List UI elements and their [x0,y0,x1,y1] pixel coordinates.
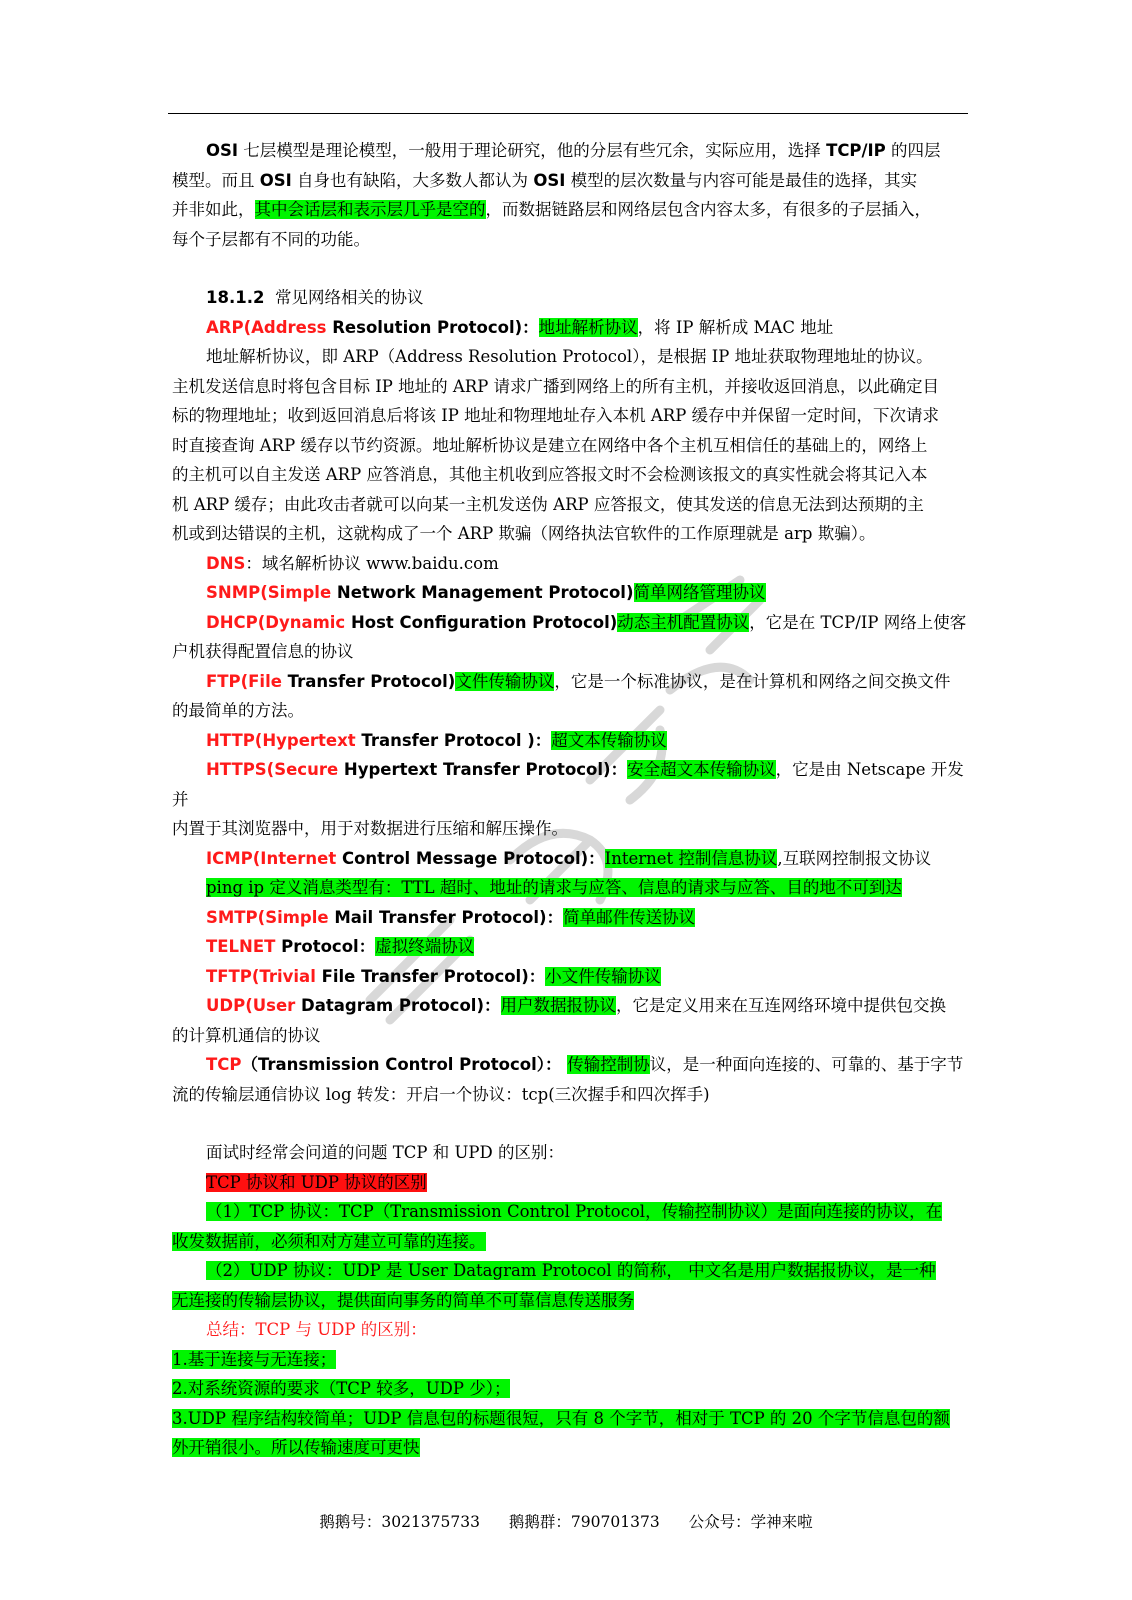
protocol-udp: UDP(User Datagram Protocol)：用户数据报协议，它是定义用来在互连网络环境中提供包交换 [206,996,946,1015]
page-footer [0,1510,1132,1532]
protocol-smtp: SMTP(Simple Mail Transfer Protocol)：简单邮件传送协议 [206,907,696,927]
footer-group: 鹅鹅群：790701373 [508,1513,660,1531]
arp-description: 地址解析协议，即 ARP（Address Resolution Protocol），是根据 IP 地址获取物理地址的协议。 主机发送信息时将包含目标 IP 地址的 ARP 请求广播到网络上的所有主机，并接收返回消息，以此确定目 标的物理地址；收到返回消息后将该 IP 地址和物理地址存入本机 ARP 缓存中并保留一定时间，下次请求 时直接查询 ARP 缓存以节约资源。地址解析协议是建立在网络中各个主机互相信任的基础上的，网络上 的主机可以自主发送 ARP 应答消息，其他主机收到应答报文时不会检测该报文的真实性就会将其记入本 机 ARP 缓存；由此攻击者就可以向某一主机发送伪 ARP 应答报文，使其发送的信息无法到达预期的主 机或到达错误的主机，这就构成了一个 ARP 欺骗（网络执法官软件的工作原理就是 arp 欺骗）。 [172,347,940,543]
protocol-icmp: ICMP(Internet Control Message Protocol)：Internet 控制信息协议,互联网控制报文协议 [206,848,932,868]
summary-heading: 总结：TCP 与 UDP 的区别： [206,1320,427,1339]
tcp-definition: （1）TCP 协议：TCP（Transmission Control Protocol，传输控制协议）是面向连接的协议，在 收发数据前，必须和对方建立可靠的连接。 [172,1202,943,1251]
dhcp-continued: 户机获得配置信息的协议 [172,642,354,661]
summary-item-2: 2.对系统资源的要求（TCP 较多，UDP 少）； [172,1379,511,1398]
protocol-snmp: SNMP(Simple Network Management Protocol)简单网络管理协议 [206,583,766,602]
highlight: 其中会话层和表示层几乎是空的 [254,200,486,219]
protocol-telnet: TELNET Protocol：虚拟终端协议 [206,937,475,956]
ftp-continued: 的最简单的方法。 [172,701,304,720]
intro-paragraph: OSI 七层模型是理论模型，一般用于理论研究，他的分层有些冗余，实际应用，选择 TCP/IP 的四层 模型。而且 OSI 自身也有缺陷，大多数人都认为 OSI 模型的层次数量与内容可能是最佳的选择，其实 并非如此，其中会话层和表示层几乎是空的，而数据链路层和网络层包含内容太多，有很多的子层插入， 每个子层都有不同的功能。 [172,141,941,249]
section-heading: 18.1.2 常见网络相关的协议 [206,288,424,307]
tcp-continued: 流的传输层通信协议 log 转发：开启一个协议：tcp(三次握手和四次挥手) [172,1084,710,1104]
document-body [172,136,980,1463]
interview-question: 面试时经常会问道的问题 TCP 和 UPD 的区别： [206,1143,564,1162]
summary-item-1: 1.基于连接与无连接； [172,1349,337,1369]
footer-qq: 鹅鹅号：3021375733 [319,1513,480,1531]
protocol-tcp: TCP（Transmission Control Protocol）： 传输控制协议，是一种面向连接的、可靠的、基于字节 [206,1055,964,1074]
header-rule [168,113,968,114]
summary-item-3: 3.UDP 程序结构较简单；UDP 信息包的标题很短，只有 8 个字节，相对于 TCP 的 20 个字节信息包的额 外开销很小。所以传输速度可更快 [172,1408,950,1457]
icmp-ping: ping ip 定义消息类型有：TTL 超时、地址的请求与应答、信息的请求与应答、目的地不可到达 [206,878,902,897]
protocol-tftp: TFTP(Trivial File Transfer Protocol)：小文件传输协议 [206,966,661,986]
footer-wechat: 公众号：学神来啦 [688,1513,813,1531]
protocol-ftp: FTP(File Transfer Protocol)文件传输协议，它是一个标准协议，是在计算机和网络之间交换文件 [206,671,951,691]
protocol-dhcp: DHCP(Dynamic Host Configuration Protocol)动态主机配置协议，它是在 TCP/IP 网络上使客 [206,612,967,632]
udp-definition: （2）UDP 协议：UDP 是 User Datagram Protocol 的简称， 中文名是用户数据报协议，是一种 无连接的传输层协议，提供面向事务的简单不可靠信息传送服务 [172,1261,936,1310]
udp-continued: 的计算机通信的协议 [172,1025,321,1045]
https-continued: 内置于其浏览器中，用于对数据进行压缩和解压操作。 [172,819,568,838]
protocol-dns: DNS：域名解析协议 www.baidu.com [206,553,499,573]
protocol-http: HTTP(Hypertext Transfer Protocol )：超文本传输协议 [206,730,667,750]
protocol-https: HTTPS(Secure Hypertext Transfer Protocol)：安全超文本传输协议，它是由 Netscape 开发并 [172,760,964,809]
comparison-heading: TCP 协议和 UDP 协议的区别 [206,1172,427,1192]
protocol-arp: ARP(Address Resolution Protocol)：地址解析协议，将 IP 解析成 MAC 地址 [206,317,834,337]
